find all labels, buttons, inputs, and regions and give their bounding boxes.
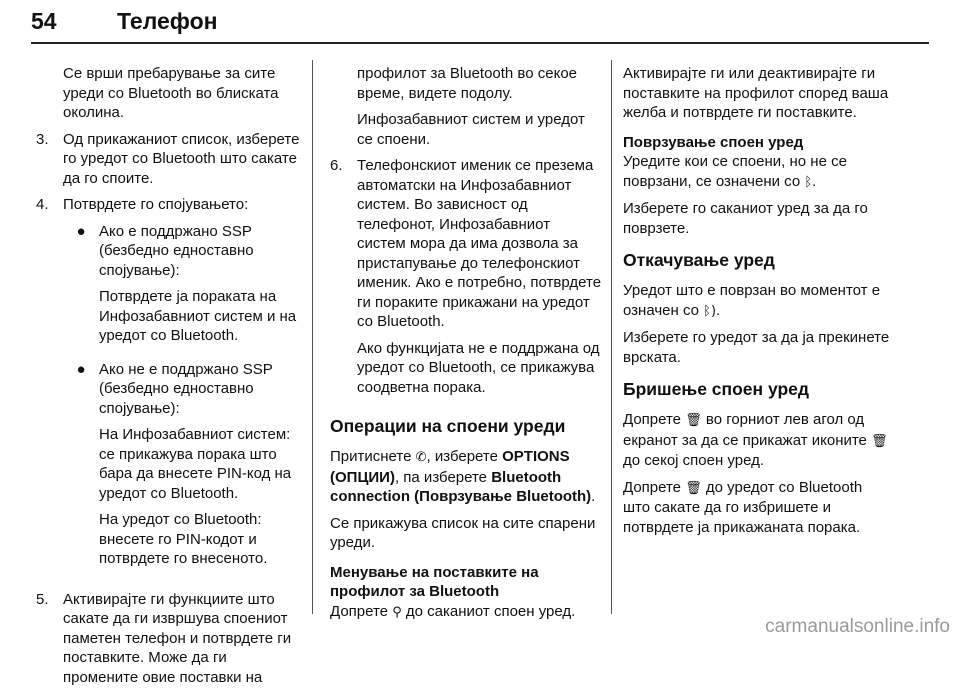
bullet-text: Ако не е поддржано SSP (безбедно едноставно спојување): xyxy=(99,360,273,417)
section-heading: Откачување уред xyxy=(623,250,775,270)
step-number: 6. xyxy=(330,157,343,174)
bullet-text: Ако е поддржано SSP (безбедно едноставно спојување): xyxy=(99,222,254,279)
step-5 xyxy=(36,590,300,688)
section-heading: Операции на споени уреди xyxy=(330,416,566,436)
settings-profile-icon: ⚲ xyxy=(392,604,402,620)
paragraph: Допрете 🗑 до уредот со Bluetooth што сакате да го избришете и потврдете ја прикажаната порака. xyxy=(623,478,863,536)
step-6 xyxy=(330,156,602,404)
page-header xyxy=(31,3,931,43)
paragraph: Уредот што е поврзан во моментот е означен со ᛒ). xyxy=(623,282,881,319)
column-2 xyxy=(330,64,602,629)
trash-icon: 🗑 xyxy=(871,433,888,449)
step-text: Телефонскиот именик се презема автоматски на Инфозабавниот систем. Во зависност од телефонот, Инфозабавниот систем мора да има дозвола за пристапување до телефонскиот именик. Ако е потребно, потврдете ги пораките прикажани на уредот со Bluetooth. xyxy=(357,157,602,330)
bluetooth-connected-icon: ᛒ) xyxy=(703,303,717,319)
step-text: Потврдете го спојувањето: xyxy=(63,196,249,213)
column-3 xyxy=(623,64,893,544)
step-number: 4. xyxy=(36,196,49,213)
paragraph: Притиснете ✆, изберете OPTIONS (ОПЦИИ), па изберете Bluetooth connection (Поврзување Bluetooth). xyxy=(330,448,596,505)
step-4 xyxy=(36,195,300,583)
paragraph: Се врши пребарување за сите уреди со Bluetooth во блиската околина. xyxy=(63,65,279,121)
subheading: Поврзување споен уред xyxy=(623,133,804,151)
column-divider-2 xyxy=(611,60,612,614)
phone-icon: ✆ xyxy=(415,450,427,465)
paragraph: Изберете го саканиот уред за да го поврзете. xyxy=(623,200,868,237)
step-text: Од прикажаниот список, изберете го уредот со Bluetooth што сакате да го споите. xyxy=(63,130,300,187)
step-text: Ако функцијата не е поддржана од уредот со Bluetooth, се прикажува соодветна порака. xyxy=(357,339,600,396)
section-heading: Бришење споен уред xyxy=(623,379,809,399)
column-1 xyxy=(36,64,300,694)
bullet-item xyxy=(63,222,300,353)
column-divider-1 xyxy=(312,60,313,614)
paragraph: Уредите кои се споени, но не се поврзани, се означени со ᛒ. xyxy=(623,153,847,190)
bullet-icon: ● xyxy=(76,360,86,378)
page-number: 54 xyxy=(31,8,57,34)
bullet-icon: ● xyxy=(76,222,86,240)
page-title: Телефон xyxy=(117,8,218,34)
trash-icon: 🗑 xyxy=(685,480,702,496)
bullet-detail: На уредот со Bluetooth: внесете го PIN-кодот и потврдете го внесеното. xyxy=(99,511,268,567)
paragraph: Се прикажува список на сите спарени уреди. xyxy=(330,514,596,551)
paragraph: Допрете 🗑 во горниот лев агол од екранот за да се прикажат иконите 🗑 до секој споен уред. xyxy=(623,411,888,469)
step-3 xyxy=(36,130,300,189)
bluetooth-icon: ᛒ xyxy=(804,174,813,190)
bullet-detail: На Инфозабавниот систем: се прикажува порака што бара да внесете PIN-код на уредот со Bluetooth. xyxy=(99,426,292,502)
trash-icon: 🗑 xyxy=(685,413,702,428)
paragraph: профилот за Bluetooth во секое време, видете подолу. xyxy=(357,65,578,102)
paragraph: Активирајте ги или деактивирајте ги поставките на профилот според ваша желба и потврдете ги поставките. xyxy=(623,65,889,121)
bullet-detail: Потврдете ја пораката на Инфозабавниот систем и на уредот со Bluetooth. xyxy=(99,288,297,344)
paragraph: Допрете ⚲ до саканиот споен уред. xyxy=(330,602,576,620)
step-number: 3. xyxy=(36,130,49,148)
bullet-item xyxy=(63,360,300,576)
paragraph: Изберете го уредот за да ја прекинете врската. xyxy=(623,329,890,366)
watermark: carmanualsonline.info xyxy=(765,615,950,637)
header-rule xyxy=(31,42,929,44)
step-text: Активирајте ги функциите што сакате да ги извршува споениот паметен телефон и потврдете ги поставките. Може да ги промените овие поставки на xyxy=(63,590,292,686)
subheading: Менување на поставките на профилот за Bluetooth xyxy=(330,563,539,600)
paragraph: Инфозабавниот систем и уредот се споени. xyxy=(357,111,585,148)
step-number: 5. xyxy=(36,590,49,608)
